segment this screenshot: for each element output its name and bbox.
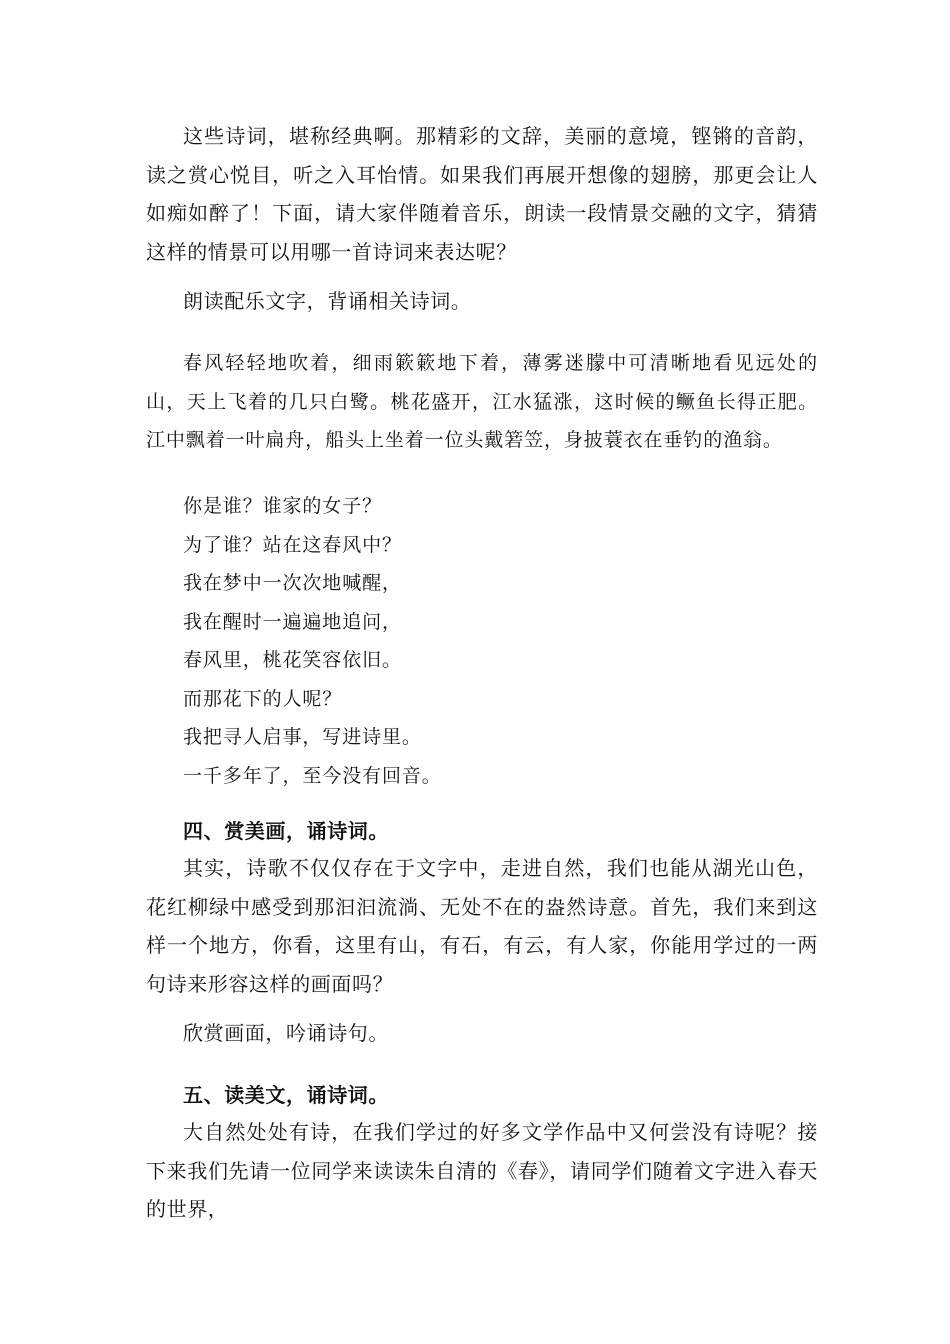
instruction-appreciate: 欣赏画面，吟诵诗句。 [183,1021,389,1045]
poem-line: 我在梦中一次次地喊醒， [183,572,402,594]
instruction-reading: 朗读配乐文字，背诵相关诗词。 [183,289,472,313]
scene-paragraph: 春风轻轻地吹着，细雨簌簌地下着，薄雾迷朦中可清晰地看见远处的山，天上飞着的几只白鹭。桃花盛开，江水猛涨，这时候的鳜鱼长得正肥。江中飘着一叶扁舟，船头上坐着一位头戴箬笠，身披蓑衣在垂钓的渔翁。 [146,352,818,451]
poem-line: 为了谁？站在这春风中？ [183,533,402,556]
poem-line: 一千多年了，至今没有回音。 [183,764,442,787]
poem-line: 我把寻人启事，写进诗里。 [183,726,422,748]
section-heading-5: 五、读美文，诵诗词。 [183,1083,389,1107]
poem [183,487,683,795]
nature-paragraph: 其实，诗歌不仅仅存在于文字中，走进自然，我们也能从湖光山色，花红柳绿中感受到那汩汩流淌、无处不在的盎然诗意。首先，我们来到这样一个地方，你看，这里有山，有石，有云，有人家，你能用学过的一两句诗来形容这样的画面吗？ [146,856,818,996]
poem-line: 我在醒时一遍遍地追问， [183,610,402,633]
poem-line: 你是谁？谁家的女子？ [183,495,383,517]
poem-line: 春风里，桃花笑容依旧。 [183,649,402,671]
section-heading-4: 四、赏美画，诵诗词。 [183,819,389,843]
poem-line: 而那花下的人呢？ [183,687,343,710]
literature-paragraph: 大自然处处有诗，在我们学过的好多文学作品中又何尝没有诗呢？接下来我们先请一位同学来读读朱自清的《春》，请同学们随着文字进入春天的世界， [146,1120,818,1221]
intro-paragraph: 这些诗词，堪称经典啊。那精彩的文辞，美丽的意境，铿锵的音韵，读之赏心悦目，听之入耳怡情。如果我们再展开想像的翅膀，那更会让人如痴如醉了！下面，请大家伴随着音乐，朗读一段情景交融的文字，猜猜这样的情景可以用哪一首诗词来表达呢？ [146,124,818,264]
